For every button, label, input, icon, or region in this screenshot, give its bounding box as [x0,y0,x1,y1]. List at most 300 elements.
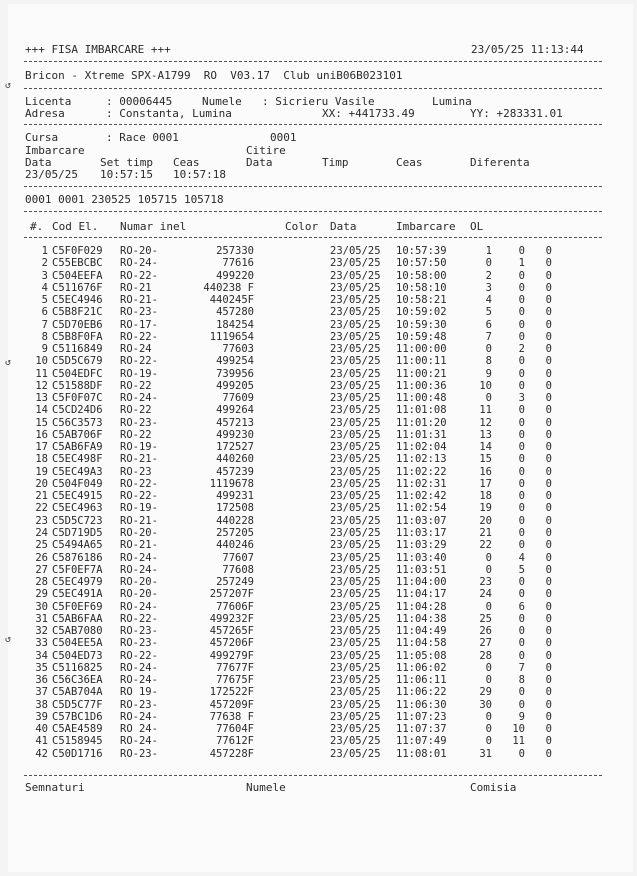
header-color: Color [285,220,319,233]
cell-date: 23/05/25 [330,245,381,257]
header-ol: OL [470,220,484,233]
cell-rank: 0 [485,600,492,613]
cell-time: 10:57:39 [396,245,447,257]
cell-nr: 27 [35,563,48,576]
cell-time: 10:58:21 [396,294,447,307]
cell-ring-prefix: RO-24 [120,343,152,356]
footer-comisia: Comisia [470,781,517,794]
cell-cod: C504F049 [52,477,103,490]
cell-order: 0 [518,330,525,343]
cell-date: 23/05/25 [330,355,381,368]
cell-flag: 0 [545,735,552,748]
cell-ring-prefix: RO-23- [120,747,158,760]
cell-flag: 0 [545,686,552,699]
cell-date: 23/05/25 [330,735,381,748]
cell-order: 0 [518,367,525,380]
cell-nr: 3 [41,269,48,282]
cell-cod: C504EE5A [52,637,103,650]
citire-label: Citire [246,144,286,157]
cell-nr: 40 [35,723,48,736]
cell-rank: 0 [485,674,492,687]
cell-flag: 0 [545,343,552,356]
cell-nr: 37 [35,686,48,699]
cell-ring-prefix: RO-24- [120,674,158,687]
cell-ring-number: 77606F [216,600,254,613]
cell-date: 23/05/25 [330,600,381,613]
cell-ring-prefix: RO 19- [120,686,158,699]
divider [24,237,602,238]
header-nr: #. [30,220,44,233]
binder-hole-mark: ↺ [5,634,12,645]
cell-cod: C5494A65 [52,539,103,552]
cell-nr: 14 [35,404,48,417]
cell-time: 11:02:31 [396,477,447,490]
divider [24,124,602,125]
cell-ring-number: 739956 [216,367,254,380]
cell-order: 1 [518,257,525,270]
cell-rank: 22 [479,539,492,552]
table-row [0,393,637,404]
cell-date: 23/05/25 [330,330,381,343]
cell-flag: 0 [545,661,552,674]
cell-cod: C5AB6FA9 [52,441,103,454]
cell-time: 11:04:49 [396,625,447,638]
cell-flag: 0 [545,355,552,368]
cell-rank: 23 [479,576,492,589]
cell-ring-number: 440228 [216,514,254,527]
cell-flag: 0 [545,612,552,625]
cell-order: 0 [518,649,525,662]
cell-time: 10:59:30 [396,318,447,331]
cell-ring-number: 257205 [216,526,254,539]
cell-ring-prefix: RO-19- [120,367,158,380]
cell-time: 11:04:38 [396,612,447,625]
cell-flag: 0 [545,551,552,564]
cell-nr: 41 [35,735,48,748]
cell-order: 9 [518,710,525,723]
cursa-value: : Race 0001 [106,131,179,144]
cell-order: 0 [518,526,525,539]
col-set-timp: Set timp [100,156,153,169]
cell-time: 11:06:22 [396,686,447,699]
cell-cod: C5AB6FAA [52,612,103,625]
cell-nr: 18 [35,453,48,466]
cell-ring-number: 257249 [216,576,254,589]
cell-rank: 9 [485,367,492,380]
adresa-value: : Constanta, Lumina [106,107,232,120]
cell-cod: C5F0F07C [52,392,103,405]
cell-flag: 0 [545,539,552,552]
cell-rank: 0 [485,343,492,356]
cell-time: 11:03:40 [396,551,447,564]
cell-rank: 4 [485,294,492,307]
cell-cod: C5CD24D6 [52,404,103,417]
cell-ring-number: 499254 [216,355,254,368]
cell-date: 23/05/25 [330,674,381,687]
cell-ring-prefix: RO-22- [120,490,158,503]
cell-date: 23/05/25 [330,649,381,662]
cell-rank: 10 [479,379,492,392]
divider [24,88,602,89]
cell-ring-number: 499220 [216,269,254,282]
cell-order: 4 [518,551,525,564]
cell-flag: 0 [545,453,552,466]
divider [24,186,602,187]
cell-rank: 0 [485,723,492,736]
cell-flag: 0 [545,441,552,454]
cell-rank: 0 [485,257,492,270]
cell-nr: 33 [35,637,48,650]
cell-date: 23/05/25 [330,441,381,454]
extra-name: Lumina [432,95,472,108]
cell-nr: 15 [35,416,48,429]
binder-hole-mark: ↺ [5,80,12,91]
cell-cod: C5876186 [52,551,103,564]
cell-nr: 1 [41,245,48,257]
cell-ring-number: 440245F [209,294,254,307]
cell-nr: 30 [35,600,48,613]
cell-date: 23/05/25 [330,686,381,699]
cell-flag: 0 [545,563,552,576]
cell-flag: 0 [545,674,552,687]
cell-flag: 0 [545,588,552,601]
cell-rank: 12 [479,416,492,429]
cell-date: 23/05/25 [330,306,381,319]
table-row [0,418,637,429]
cell-order: 0 [518,379,525,392]
set-timp-value: 10:57:15 [100,168,153,181]
cell-ring-number: 457213 [216,416,254,429]
ceas-value: 10:57:18 [173,168,226,181]
cell-date: 23/05/25 [330,477,381,490]
cell-flag: 0 [545,392,552,405]
cell-time: 11:05:08 [396,649,447,662]
cell-ring-prefix: RO-21- [120,514,158,527]
divider [24,61,602,62]
cell-date: 23/05/25 [330,343,381,356]
cell-order: 0 [518,245,525,257]
cell-ring-number: 184254 [216,318,254,331]
cell-ring-prefix: RO-23- [120,306,158,319]
cell-time: 11:01:08 [396,404,447,417]
cell-flag: 0 [545,502,552,515]
table-row [0,577,637,588]
cell-cod: C5D70EB6 [52,318,103,331]
cell-date: 23/05/25 [330,698,381,711]
cell-ring-number: 499264 [216,404,254,417]
cell-date: 23/05/25 [330,269,381,282]
cell-flag: 0 [545,367,552,380]
cell-nr: 42 [35,747,48,760]
cell-cod: C5B8F21C [52,306,103,319]
cell-cod: C504EEFA [52,269,103,282]
col-timp: Timp [322,156,349,169]
cell-flag: 0 [545,600,552,613]
cell-flag: 0 [545,747,552,760]
cell-nr: 29 [35,588,48,601]
cell-time: 11:02:42 [396,490,447,503]
cell-nr: 28 [35,576,48,589]
cell-cod: C50D1716 [52,747,103,760]
cell-ring-number: 77603 [222,343,254,356]
table-row [0,332,637,343]
cell-time: 11:00:11 [396,355,447,368]
cell-time: 11:07:37 [396,723,447,736]
table-row [0,479,637,490]
table-row [0,258,637,269]
cell-cod: C5D5C77F [52,698,103,711]
cell-ring-prefix: RO-24- [120,257,158,270]
cell-time: 10:59:48 [396,330,447,343]
cell-ring-prefix: RO-24- [120,392,158,405]
cell-rank: 0 [485,392,492,405]
cell-order: 0 [518,686,525,699]
cell-ring-prefix: RO-22- [120,477,158,490]
cell-ring-number: 257330 [216,245,254,257]
cell-ring-prefix: RO-23 [120,465,152,478]
cell-ring-number: 499279F [209,649,254,662]
cell-order: 0 [518,588,525,601]
cell-order: 2 [518,343,525,356]
cell-ring-number: 172527 [216,441,254,454]
binder-hole-mark: ↺ [5,357,12,368]
table-row [0,589,637,600]
table-row [0,700,637,711]
cell-rank: 26 [479,625,492,638]
cell-flag: 0 [545,281,552,294]
cell-rank: 8 [485,355,492,368]
table-row [0,246,637,257]
cell-rank: 16 [479,465,492,478]
cell-ring-number: 77612F [216,735,254,748]
table-row [0,467,637,478]
cell-flag: 0 [545,416,552,429]
cell-ring-prefix: RO-20- [120,576,158,589]
cell-ring-number: 77607 [222,551,254,564]
cell-ring-prefix: RO-24- [120,710,158,723]
cell-order: 7 [518,661,525,674]
cell-flag: 0 [545,649,552,662]
cell-nr: 12 [35,379,48,392]
cell-nr: 20 [35,477,48,490]
cell-rank: 0 [485,710,492,723]
cell-rank: 0 [485,661,492,674]
cell-cod: C5116849 [52,343,103,356]
cell-time: 11:04:58 [396,637,447,650]
cell-ring-number: 172508 [216,502,254,515]
cell-ring-number: 172522F [209,686,254,699]
cell-ring-number: 457239 [216,465,254,478]
cell-nr: 23 [35,514,48,527]
cell-nr: 24 [35,526,48,539]
cell-order: 0 [518,539,525,552]
table-row [0,430,637,441]
cell-nr: 34 [35,649,48,662]
cell-ring-prefix: RO-24- [120,551,158,564]
cell-flag: 0 [545,514,552,527]
cell-cod: C5F0EF69 [52,600,103,613]
cell-rank: 27 [479,637,492,650]
table-row [0,675,637,686]
table-row [0,454,637,465]
header-imbarcare: Imbarcare [396,220,456,233]
cell-time: 11:03:29 [396,539,447,552]
cell-rank: 13 [479,428,492,441]
cell-order: 11 [512,735,525,748]
cell-ring-number: 77675F [216,674,254,687]
cell-rank: 19 [479,502,492,515]
cell-flag: 0 [545,465,552,478]
cell-order: 0 [518,404,525,417]
table-row [0,626,637,637]
col-diferenta: Diferenta [470,156,530,169]
header-inel: Numar inel [120,220,187,233]
cell-order: 0 [518,441,525,454]
cell-cod: C5F0F029 [52,245,103,257]
cell-nr: 35 [35,661,48,674]
cell-date: 23/05/25 [330,428,381,441]
cell-rank: 18 [479,490,492,503]
cell-cod: C57BC1D6 [52,710,103,723]
cell-ring-number: 499230 [216,428,254,441]
cell-date: 23/05/25 [330,294,381,307]
cell-order: 0 [518,612,525,625]
cell-ring-number: 499231 [216,490,254,503]
cell-rank: 15 [479,453,492,466]
cell-ring-prefix: RO-22- [120,649,158,662]
cell-ring-number: 77604F [216,723,254,736]
cell-flag: 0 [545,269,552,282]
table-row [0,271,637,282]
cell-order: 5 [518,563,525,576]
code-line: 0001 0001 230525 105715 105718 [25,193,224,206]
cell-rank: 0 [485,735,492,748]
cell-cod: C504ED73 [52,649,103,662]
cell-cod: C5EC498F [52,453,103,466]
cell-ring-prefix: RO-19- [120,502,158,515]
cell-nr: 7 [41,318,48,331]
cell-cod: C51588DF [52,379,103,392]
cell-ring-prefix: RO-19- [120,441,158,454]
imbarcare-label: Imbarcare [25,144,85,157]
cell-ring-prefix: RO-22- [120,355,158,368]
cell-ring-number: 77638 F [209,710,254,723]
cell-ring-prefix: RO-21- [120,539,158,552]
cell-nr: 10 [35,355,48,368]
cell-nr: 9 [41,343,48,356]
cell-date: 23/05/25 [330,526,381,539]
document-title: +++ FISA IMBARCARE +++ [25,43,171,56]
cell-rank: 28 [479,649,492,662]
cell-nr: 36 [35,674,48,687]
licenta-label: Licenta [25,95,72,108]
cell-ring-number: 440246 [216,539,254,552]
cell-ring-prefix: RO-20- [120,245,158,257]
cell-time: 11:03:17 [396,526,447,539]
cell-date: 23/05/25 [330,502,381,515]
cell-order: 0 [518,306,525,319]
cell-flag: 0 [545,379,552,392]
cell-date: 23/05/25 [330,576,381,589]
cell-rank: 30 [479,698,492,711]
cell-order: 0 [518,281,525,294]
cell-cod: C5EC491A [52,588,103,601]
cell-date: 23/05/25 [330,392,381,405]
cell-ring-number: 457209F [209,698,254,711]
table-row [0,651,637,662]
cell-flag: 0 [545,637,552,650]
print-datetime: 23/05/25 11:13:44 [471,43,584,56]
cell-ring-prefix: RO-24- [120,735,158,748]
cell-ring-prefix: RO-21- [120,294,158,307]
table-row [0,356,637,367]
cell-rank: 6 [485,318,492,331]
cell-ring-prefix: RO-23- [120,698,158,711]
cell-ring-prefix: RO-23- [120,637,158,650]
cell-ring-number: 77609 [222,392,254,405]
cell-date: 23/05/25 [330,416,381,429]
cell-time: 11:07:49 [396,735,447,748]
cell-cod: C5AB704A [52,686,103,699]
cell-date: 23/05/25 [330,710,381,723]
table-row [0,749,637,760]
cell-ring-number: 457265F [209,625,254,638]
cell-date: 23/05/25 [330,563,381,576]
cell-time: 11:00:48 [396,392,447,405]
cell-time: 11:08:01 [396,747,447,760]
table-row [0,528,637,539]
cell-order: 0 [518,637,525,650]
cell-order: 10 [512,723,525,736]
numele-label: Numele [202,95,242,108]
cell-order: 0 [518,269,525,282]
table-row [0,344,637,355]
cell-order: 0 [518,698,525,711]
cell-time: 10:57:50 [396,257,447,270]
cell-ring-prefix: RO-22 [120,379,152,392]
cell-ring-number: 457280 [216,306,254,319]
cell-flag: 0 [545,404,552,417]
cell-ring-number: 77616 [222,257,254,270]
cell-time: 11:04:17 [396,588,447,601]
cell-cod: C5EC4915 [52,490,103,503]
cell-rank: 29 [479,686,492,699]
table-row [0,724,637,735]
cell-flag: 0 [545,318,552,331]
cell-rank: 25 [479,612,492,625]
cell-order: 8 [518,674,525,687]
table-row [0,516,637,527]
cell-ring-number: 1119654 [209,330,254,343]
table-row [0,307,637,318]
cell-nr: 6 [41,306,48,319]
cell-ring-number: 457228F [209,747,254,760]
cell-nr: 25 [35,539,48,552]
cell-rank: 21 [479,526,492,539]
cell-date: 23/05/25 [330,404,381,417]
cell-order: 0 [518,428,525,441]
cell-ring-prefix: RO-24- [120,600,158,613]
cell-cod: C5EC4979 [52,576,103,589]
cell-flag: 0 [545,306,552,319]
col-ceas-citire: Ceas [396,156,423,169]
table-row [0,442,637,453]
cell-time: 11:01:20 [396,416,447,429]
cell-date: 23/05/25 [330,281,381,294]
cell-flag: 0 [545,245,552,257]
cell-nr: 17 [35,441,48,454]
cell-time: 11:02:22 [396,465,447,478]
